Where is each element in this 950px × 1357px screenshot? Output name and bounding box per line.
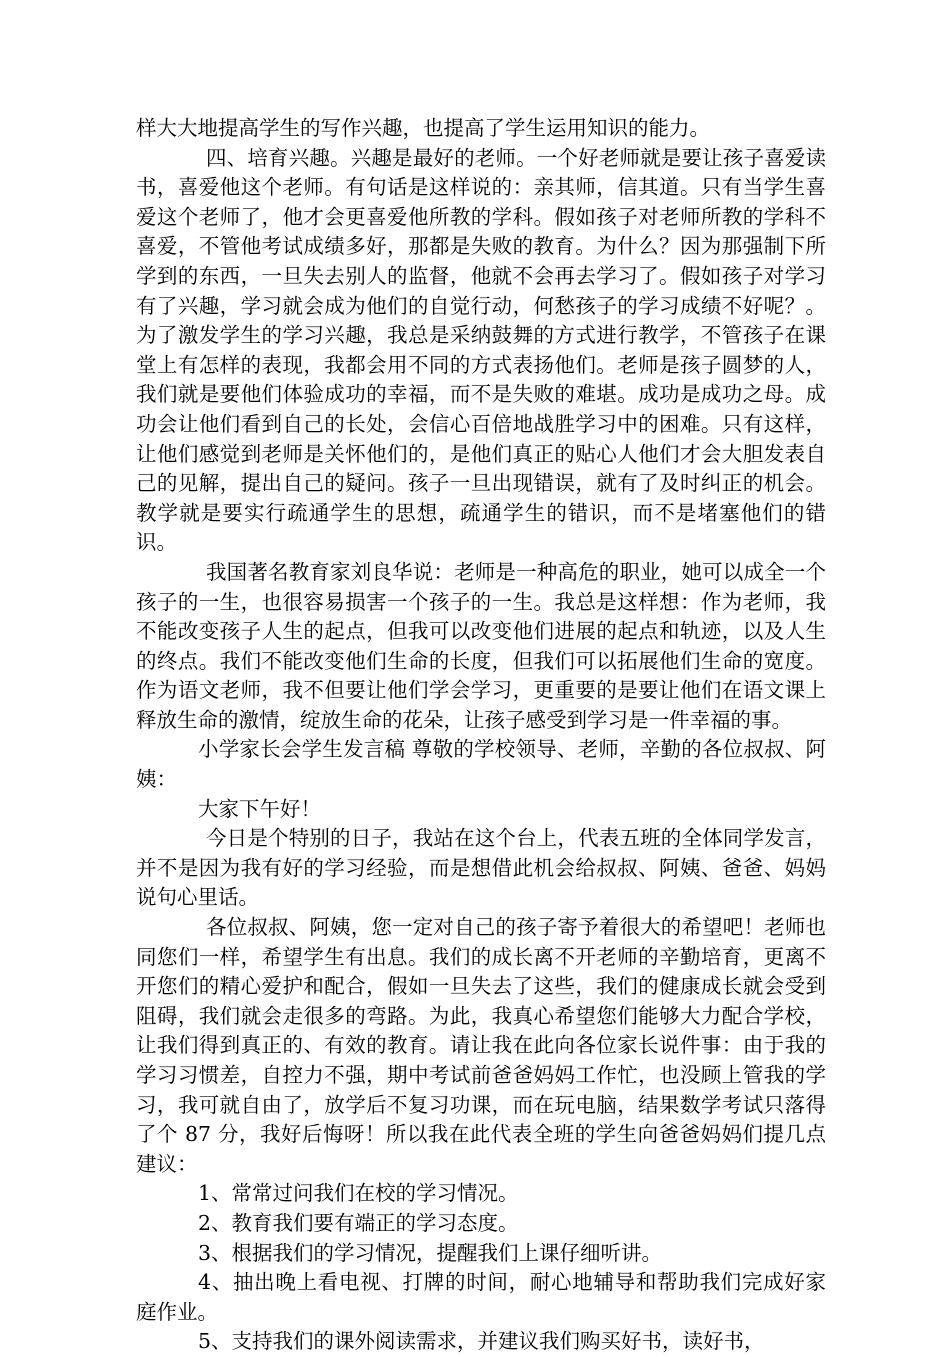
list-item-suggestion-2: 2、教育我们要有端正的学习态度。 (198, 1210, 519, 1235)
list-item-suggestion-3: 3、根据我们的学习情况，提醒我们上课仔细听讲。 (198, 1240, 663, 1265)
paragraph-speech-title: 小学家长会学生发言稿 尊敬的学校领导、老师，辛勤的各位叔叔、阿姨： (136, 737, 826, 792)
list-item-suggestion-5: 5、支持我们的课外阅读需求，并建议我们购买好书，读好书， (198, 1329, 765, 1354)
list-item-suggestion-4: 4、抽出晚上看电视、打牌的时间，耐心地辅导和帮助我们完成好家庭作业。 (136, 1270, 826, 1324)
document-body (136, 114, 826, 1357)
paragraph-intro: 今日是个特别的日子，我站在这个台上，代表五班的全体同学发言，并不是因为我有好的学习经验，而是想借此机会给叔叔、阿姨、爸爸、妈妈说句心里话。 (136, 826, 826, 910)
paragraph-greeting: 大家下午好！ (198, 796, 321, 821)
paragraph-main-speech: 各位叔叔、阿姨，您一定对自己的孩子寄予着很大的希望吧！老师也同您们一样，希望学生有出息。我们的成长离不开老师的辛勤培育，更离不开您们的精心爱护和配合，假如一旦失去了这些，我们的健康成长就会受到阻碍，我们就会走很多的弯路。为此，我真心希望您们能够大力配合学校，让我们得到真正的、有效的教育。请让我在此向各位家长说件事：由于我的学习习惯差，自控力不强，期中考试前爸爸妈妈工作忙，也没顾上管我的学习，我可就自由了，放学后不复习功课，而在玩电脑，结果数学考试只落得了个 87 分，我好后悔呀！所以我在此代表全班的学生向爸爸妈妈们提几点建议： (136, 915, 826, 1176)
paragraph-educator-quote: 我国著名教育家刘良华说：老师是一种高危的职业，她可以成全一个孩子的一生，也很容易损害一个孩子的一生。我总是这样想：作为老师，我不能改变孩子人生的起点，但我可以改变他们进展的起点和轨迹，以及人生的终点。我们不能改变他们生命的长度，但我们可以拓展他们生命的宽度。作为语文老师，我不但要让他们学会学习，更重要的是要让他们在语文课上释放生命的激情，绽放生命的花朵，让孩子感受到学习是一件幸福的事。 (136, 559, 826, 732)
paragraph-continuation: 样大大地提高学生的写作兴趣，也提高了学生运用知识的能力。 (136, 116, 710, 140)
list-item-suggestion-1: 1、常常过问我们在校的学习情况。 (198, 1181, 519, 1206)
paragraph-cultivate-interest: 四、培育兴趣。兴趣是最好的老师。一个好老师就是要让孩子喜爱读书，喜爱他这个老师。有句话是这样说的：亲其师，信其道。只有当学生喜爱这个老师了，他才会更喜爱他所教的学科。假如孩子对老师所教的学科不喜爱，不管他考试成绩多好，那都是失败的教育。为什么？因为那强制下所学到的东西，一旦失去别人的监督，他就不会再去学习了。假如孩子对学习有了兴趣，学习就会成为他们的自觉行动，何愁孩子的学习成绩不好呢？。为了激发学生的学习兴趣，我总是采纳鼓舞的方式进行教学，不管孩子在课堂上有怎样的表现，我都会用不同的方式表扬他们。老师是孩子圆梦的人，我们就是要他们体验成功的幸福，而不是失败的难堪。成功是成功之母。成功会让他们看到自己的长处，会信心百倍地战胜学习中的困难。只有这样，让他们感觉到老师是关怀他们的，是他们真正的贴心人他们才会大胆发表自己的见解，提出自己的疑问。孩子一旦出现错误，就有了及时纠正的机会。教学就是要实行疏通学生的思想，疏通学生的错识，而不是堵塞他们的错识。 (136, 145, 826, 555)
